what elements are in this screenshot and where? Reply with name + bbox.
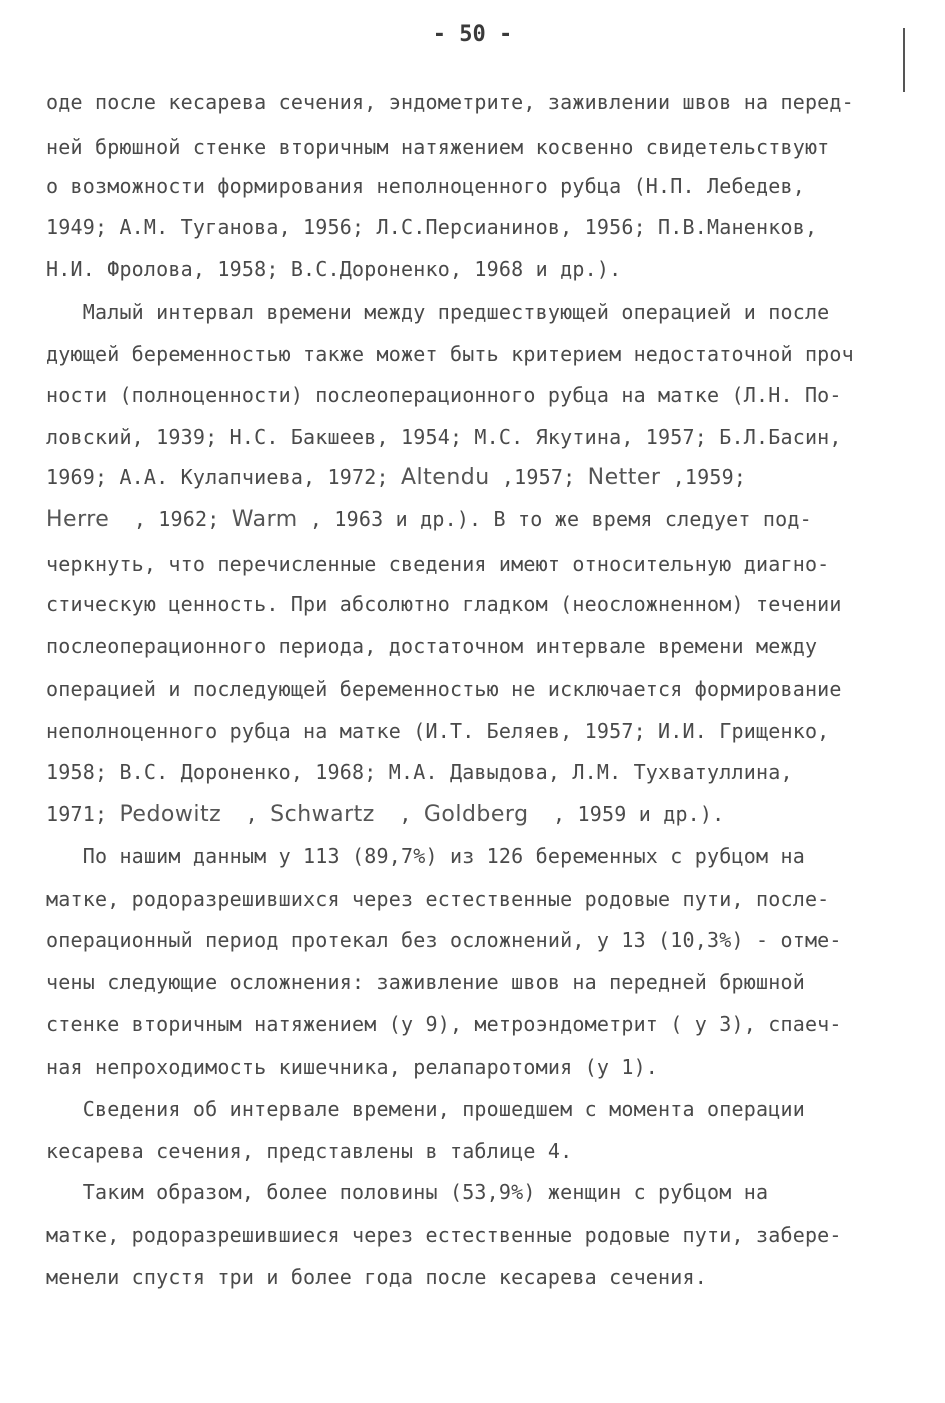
text-line <box>46 88 854 116</box>
typed-text: неполноценного рубца на матке (И.Т. Беляев, 1957; И.И. Грищенко, <box>46 719 830 743</box>
typed-text: , <box>374 802 424 826</box>
handwritten-author-name: Pedowitz <box>119 802 222 827</box>
typed-text: ловский, 1939; Н.С. Бакшеев, 1954; М.С. Якутина, 1957; Б.Л.Басин, <box>46 425 842 449</box>
text-line <box>46 1221 842 1249</box>
typed-text: дующей беременностью также может быть критерием недостаточной проч <box>46 342 854 366</box>
text-line <box>46 298 829 326</box>
handwritten-author-name: Schwartz <box>270 802 375 827</box>
handwritten-author-name: Herre <box>46 507 110 532</box>
text-line <box>46 590 842 618</box>
text-line <box>46 1137 572 1165</box>
text-line <box>46 550 829 578</box>
typed-text: матке, родоразрешившихся через естественные родовые пути, после- <box>46 887 830 911</box>
text-line <box>46 505 812 534</box>
typed-text: Малый интервал времени между предшествующей операцией и после <box>46 300 830 324</box>
typed-text: операционный период протекал без осложнений, у 13 (10,3%) - отме- <box>46 928 842 952</box>
handwritten-author-name: Warm <box>231 507 298 532</box>
text-line <box>46 675 842 703</box>
typed-text: Сведения об интервале времени, прошедшем с момента операции <box>46 1097 805 1121</box>
typed-text: о возможности формирования неполноценного рубца (Н.П. Лебедев, <box>46 174 805 198</box>
text-line <box>46 381 842 409</box>
typed-text: , 1959 и др.). <box>528 802 725 826</box>
handwritten-author-name: Goldberg <box>423 802 529 827</box>
typed-text: 1949; А.М. Туганова, 1956; Л.С.Персианинов, 1956; П.В.Маненков, <box>46 215 818 239</box>
typed-text: 1971; <box>46 802 120 826</box>
typed-text: ная непроходимость кишечника, релапаротомия (у 1). <box>46 1055 659 1079</box>
text-line <box>46 842 805 870</box>
text-line <box>46 968 805 996</box>
typed-text: По нашим данным у 113 (89,7%) из 126 беременных с рубцом на <box>46 844 805 868</box>
typed-text: менели спустя три и более года после кесарева сечения. <box>46 1265 708 1289</box>
text-line <box>46 926 842 954</box>
text-line <box>46 463 746 492</box>
page-number: - 50 - <box>432 22 513 47</box>
handwritten-author-name: Altendu <box>401 465 490 490</box>
typed-text: , 1963 и др.). В то же время следует под- <box>297 507 812 531</box>
text-line <box>46 885 829 913</box>
typed-text: ности (полноценности) послеоперационного рубца на матке (Л.Н. По- <box>46 383 842 407</box>
typed-text: операцией и последующей беременностью не исключается формирование <box>46 677 842 701</box>
text-line <box>46 213 817 241</box>
text-line <box>46 255 621 283</box>
text-line <box>46 717 829 745</box>
text-line <box>46 632 817 660</box>
text-line <box>46 1095 805 1123</box>
typed-text: 1969; А.А. Кулапчиева, 1972; <box>46 465 401 489</box>
typed-text: чены следующие осложнения: заживление швов на передней брюшной <box>46 970 805 994</box>
text-line <box>46 1178 768 1206</box>
text-line <box>46 1010 842 1038</box>
typed-text: оде после кесарева сечения, эндометрите, заживлении швов на перед- <box>46 90 854 114</box>
text-line <box>46 172 805 200</box>
typed-text: стенке вторичным натяжением (у 9), метроэндометрит ( у 3), спаеч- <box>46 1012 842 1036</box>
typed-text: ,1959; <box>660 465 747 489</box>
text-line <box>46 423 842 451</box>
text-line <box>46 758 793 786</box>
text-line <box>46 340 854 368</box>
typed-text: Н.И. Фролова, 1958; В.С.Дороненко, 1968 и др.). <box>46 257 622 281</box>
typed-text: черкнуть, что перечисленные сведения имеют относительную диагно- <box>46 552 830 576</box>
typed-text: Таким образом, более половины (53,9%) женщин с рубцом на <box>46 1180 769 1204</box>
typed-text: , 1962; <box>109 507 232 531</box>
text-line <box>46 800 724 829</box>
typed-text: стическую ценность. При абсолютно гладком (неосложненном) течении <box>46 592 842 616</box>
text-line <box>46 133 829 161</box>
text-line <box>46 1263 707 1291</box>
typed-text: ,1957; <box>489 465 588 489</box>
typed-text: послеоперационного периода, достаточном интервале времени между <box>46 634 818 658</box>
text-line <box>46 1053 658 1081</box>
typed-text: матке, родоразрешившиеся через естественные родовые пути, забере- <box>46 1223 842 1247</box>
typed-text: 1958; В.С. Дороненко, 1968; М.А. Давыдова, Л.М. Тухватуллина, <box>46 760 793 784</box>
margin-line <box>903 28 905 92</box>
handwritten-author-name: Netter <box>587 465 661 490</box>
typed-text: , <box>221 802 271 826</box>
typed-text: ней брюшной стенке вторичным натяжением косвенно свидетельствуют <box>46 135 830 159</box>
typed-text: кесарева сечения, представлены в таблице 4. <box>46 1139 573 1163</box>
